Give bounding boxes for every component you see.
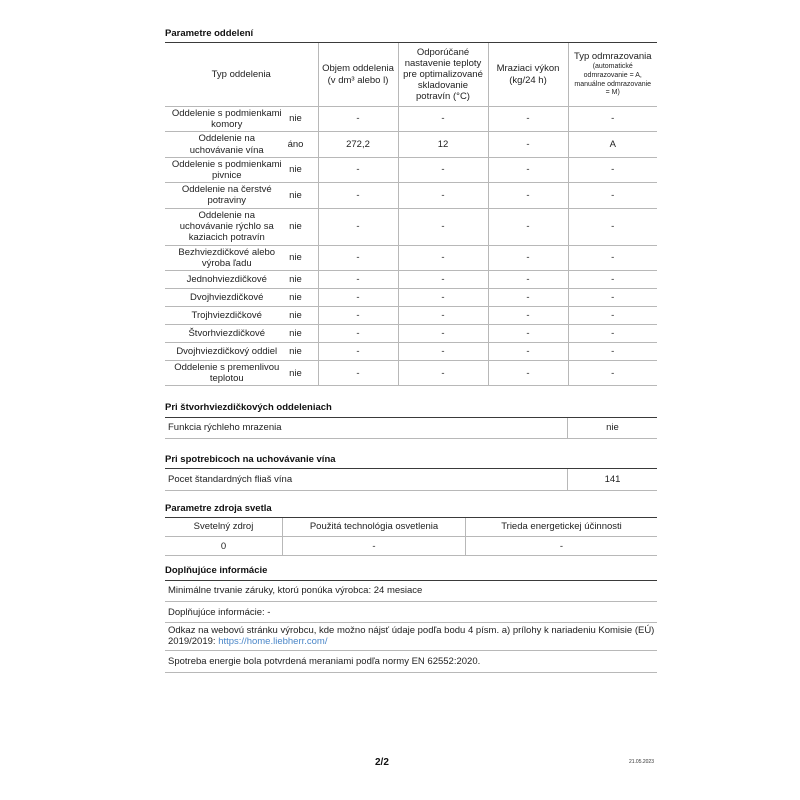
light-source-value: 0 [220, 540, 227, 552]
wine-section-title: Pri spotrebicoch na uchovávanie vína [165, 454, 657, 469]
freezing-value: - [488, 270, 568, 288]
table-row [165, 270, 657, 288]
temp-value: - [398, 183, 488, 208]
temp-value: - [398, 106, 488, 131]
compartment-present: nie [289, 189, 302, 201]
compartment-label: Oddelenie s podmienkami komory [171, 107, 282, 131]
page-content [165, 28, 657, 673]
volume-value: - [318, 288, 398, 306]
page-number: 2/2 [375, 757, 389, 768]
compartment-label: Oddelenie s podmienkami pivnice [171, 158, 282, 181]
volume-value: 272,2 [318, 132, 398, 157]
manufacturer-link[interactable]: https://home.liebherr.com/ [218, 636, 328, 648]
table-row [165, 183, 657, 208]
temp-value: - [398, 288, 488, 306]
light-header-row [165, 518, 657, 537]
wine-bottles-label: Pocet štandardných fliaš vína [168, 473, 293, 485]
table-row [165, 306, 657, 324]
volume-value: - [318, 270, 398, 288]
volume-value: - [318, 342, 398, 360]
manufacturer-link-text: Odkaz na webovú stránku výrobcu, kde možno nájsť údaje podľa bodu 4 písm. a) prílohy k nariadeniu Komisie (EÚ) 2019/2019: [168, 624, 655, 648]
defrost-value: - [568, 106, 657, 131]
table-row [165, 245, 657, 270]
volume-value: - [318, 245, 398, 270]
compartment-present: nie [289, 273, 302, 285]
volume-value: - [318, 306, 398, 324]
temp-value: - [398, 342, 488, 360]
table-row [165, 324, 657, 342]
freezing-value: - [488, 324, 568, 342]
additional-info-title: Doplňujúce informácie [165, 565, 657, 580]
compartment-present: nie [289, 252, 302, 264]
compartment-label: Oddelenie na uchovávanie vína [189, 133, 264, 156]
temp-value: - [398, 208, 488, 245]
freezing-value: - [488, 208, 568, 245]
light-section-title: Parametre zdroja svetla [165, 503, 657, 518]
defrost-value: - [568, 245, 657, 270]
compartment-label: Štvorhviezdičkové [188, 327, 266, 339]
temp-value: - [398, 360, 488, 385]
light-values-row [165, 537, 657, 556]
defrost-value: - [568, 208, 657, 245]
table-row [165, 469, 657, 490]
defrost-value: - [568, 360, 657, 385]
compartment-present: nie [289, 164, 302, 176]
freezing-value: - [488, 342, 568, 360]
defrost-value: - [568, 324, 657, 342]
table-row [165, 157, 657, 182]
compartment-label: Bezhviezdičkové alebo výroba ľadu [178, 246, 276, 269]
freezing-value: - [488, 183, 568, 208]
defrost-value: - [568, 157, 657, 182]
compartment-present: nie [289, 367, 302, 379]
four-star-section-title: Pri štvorhviezdičkových oddeleniach [165, 402, 657, 417]
defrost-value: - [568, 288, 657, 306]
compartment-label: Oddelenie na uchovávanie rýchlo sa kaziacich potravín [179, 209, 274, 244]
col-header-type: Typ oddelenia [165, 43, 318, 106]
compartment-label: Oddelenie s premenlivou teplotou [174, 361, 280, 385]
footer-date: 21.05.2023 [628, 759, 654, 765]
compartments-title: Parametre oddelení [165, 28, 657, 43]
compartments-table [165, 43, 657, 386]
light-technology-value: - [282, 537, 466, 555]
fast-freeze-label: Funkcia rýchleho mrazenia [168, 422, 282, 434]
compartment-present: áno [287, 138, 304, 150]
table-row [165, 288, 657, 306]
temp-value: - [398, 157, 488, 182]
compartment-label: Oddelenie na čerstvé potraviny [181, 184, 272, 207]
col-header-temp: Odporúčané nastavenie teploty pre optimalizované skladovanie potravín (°C) [398, 43, 488, 106]
table-row [165, 132, 657, 157]
extra-info-row: Doplňujúce informácie: - [165, 602, 657, 623]
volume-value: - [318, 183, 398, 208]
col-header-freezing: Mraziaci výkon (kg/24 h) [488, 43, 568, 106]
compartments-header-row [165, 43, 657, 106]
energy-norm-row: Spotreba energie bola potvrdená meraniami podľa normy EN 62552:2020. [165, 651, 657, 672]
defrost-value: - [568, 342, 657, 360]
temp-value: - [398, 324, 488, 342]
light-source-header: Svetelný zdroj [193, 521, 254, 533]
table-row [165, 342, 657, 360]
temp-value: - [398, 270, 488, 288]
volume-value: - [318, 360, 398, 385]
compartment-label: Jednohviezdičkové [186, 273, 267, 285]
freezing-value: - [488, 306, 568, 324]
table-row [165, 360, 657, 385]
temp-value: 12 [398, 132, 488, 157]
compartment-present: nie [289, 291, 302, 303]
light-technology-header: Použitá technológia osvetlenia [282, 518, 466, 536]
compartment-present: nie [289, 309, 302, 321]
defrost-value: - [568, 270, 657, 288]
light-efficiency-header: Trieda energetickej účinnosti [501, 521, 622, 533]
temp-value: - [398, 306, 488, 324]
compartment-label: Dvojhviezdičkový oddiel [176, 345, 278, 357]
defrost-value: A [568, 132, 657, 157]
defrost-value: - [568, 183, 657, 208]
table-row [165, 208, 657, 245]
col-header-defrost [568, 43, 657, 106]
volume-value: - [318, 157, 398, 182]
defrost-value: - [568, 306, 657, 324]
freezing-value: - [488, 245, 568, 270]
freezing-value: - [488, 106, 568, 131]
freezing-value: - [488, 360, 568, 385]
compartment-label: Trojhviezdičkové [191, 309, 262, 321]
compartment-present: nie [289, 327, 302, 339]
col-header-volume: Objem oddelenia (v dm³ alebo l) [318, 43, 398, 106]
temp-value: - [398, 245, 488, 270]
col-header-defrost-sub: (automatické odmrazovanie = A, manuálne odmrazovanie = M) [574, 63, 652, 97]
freezing-value: - [488, 132, 568, 157]
volume-value: - [318, 106, 398, 131]
fast-freeze-value: nie [567, 418, 657, 438]
compartment-label: Dvojhviezdičkové [190, 291, 264, 303]
warranty-info-row: Minimálne trvanie záruky, ktorú ponúka výrobca: 24 mesiace [165, 581, 657, 602]
volume-value: - [318, 208, 398, 245]
table-row [165, 418, 657, 439]
col-header-defrost-main: Typ odmrazovania [573, 51, 652, 63]
wine-bottles-value: 141 [567, 469, 657, 489]
freezing-value: - [488, 288, 568, 306]
table-row [165, 106, 657, 131]
manufacturer-link-row [165, 623, 657, 651]
light-efficiency-value: - [559, 540, 564, 552]
compartment-present: nie [289, 113, 302, 125]
freezing-value: - [488, 157, 568, 182]
volume-value: - [318, 324, 398, 342]
compartment-present: nie [289, 220, 302, 232]
compartment-present: nie [289, 345, 302, 357]
